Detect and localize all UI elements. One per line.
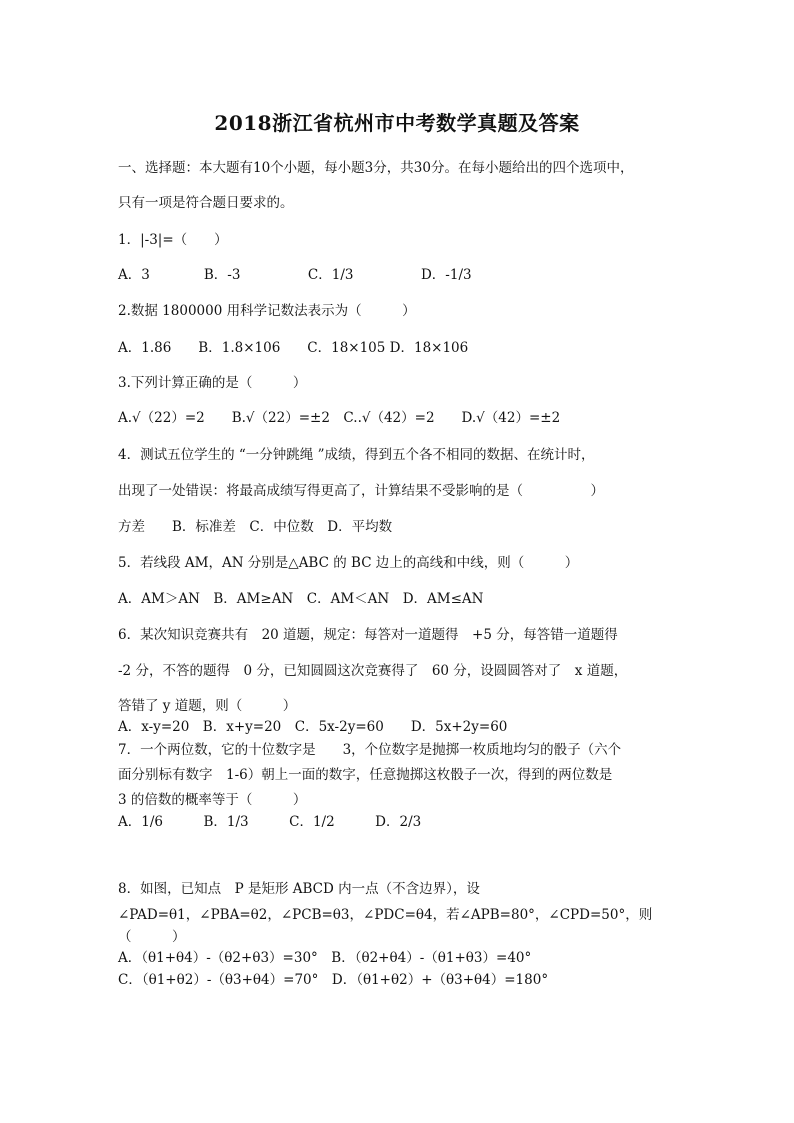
question-5-stem: 5．若线段 AM，AN 分别是△ABC 的 BC 边上的高线和中线，则（ ） — [118, 555, 579, 571]
question-5-options: A．AM＞AN B．AM≥AN C．AM＜AN D．AM≤AN — [118, 591, 484, 607]
question-2-stem: 2.数据 1800000 用科学记数法表示为（ ） — [118, 303, 416, 319]
question-7-line-3: 3 的倍数的概率等于（ ） — [118, 792, 307, 808]
question-3-options: A.√（22）=2 B.√（22）=±2 C..√（42）=2 D.√（42）=±2 — [118, 410, 561, 426]
question-8-options-ab: A．（θ1+θ4）-（θ2+θ3）=30° B．（θ2+θ4）-（θ1+θ3）=40° — [118, 950, 532, 966]
question-7-line-1: 7．一个两位数，它的十位数字是 3，个位数字是抛掷一枚质地均匀的骰子（六个 — [118, 742, 622, 758]
question-6-line-1: 6．某次知识竞赛共有 20 道题，规定：每答对一道题得 +5 分，每答错一道题得 — [118, 627, 618, 643]
section-instructions-line-2: 只有一项是符合题日要求的。 — [118, 195, 294, 211]
question-1-options: A．3 B．-3 C．1/3 D．-1/3 — [118, 267, 472, 283]
question-7-line-2: 面分别标有数字 1-6）朝上一面的数字，任意抛掷这枚骰子一次，得到的两位数是 — [118, 767, 613, 783]
question-8-line-2: ∠PAD=θ1，∠PBA=θ2，∠PCB=θ3，∠PDC=θ4，若∠APB=80°，∠CPD=50°，则 — [118, 907, 653, 923]
question-3-stem: 3.下列计算正确的是（ ） — [118, 375, 307, 391]
page-title: 2018浙江省杭州市中考数学真题及答案 — [214, 111, 580, 135]
question-6-options: A．x-y=20 B．x+y=20 C．5x-2y=60 D．5x+2y=60 — [118, 719, 508, 735]
question-6-line-2: -2 分，不答的题得 0 分，已知圆圆这次竞赛得了 60 分，设圆圆答对了 x 道题， — [118, 663, 628, 679]
section-instructions-line-1: 一、选择题：本大题有10个小题，每小题3分，共30分。在每小题给出的四个选项中， — [118, 160, 634, 176]
question-1-stem: 1．|-3|=（ ） — [118, 232, 228, 248]
question-8-line-3: （ ） — [118, 929, 186, 945]
question-6-line-3: 答错了 y 道题，则（ ） — [118, 698, 297, 714]
question-4-line-2: 出现了一处错误：将最高成绩写得更高了，计算结果不受影响的是（ ） — [118, 483, 604, 499]
question-7-options: A．1/6 B．1/3 C．1/2 D．2/3 — [118, 814, 422, 830]
question-2-options: A．1.86 B．1.8×106 C．18×105 D．18×106 — [118, 340, 469, 356]
question-8-options-cd: C．（θ1+θ2）-（θ3+θ4）=70° D．（θ1+θ2）+（θ3+θ4）=180° — [118, 972, 549, 988]
question-4-options: 方差 B．标准差 C．中位数 D．平均数 — [118, 519, 393, 535]
question-4-line-1: 4．测试五位学生的 “一分钟跳绳 ”成绩，得到五个各不相同的数据、在统计时， — [118, 447, 595, 463]
question-8-line-1: 8．如图，已知点 P 是矩形 ABCD 内一点（不含边界），设 — [118, 881, 480, 897]
